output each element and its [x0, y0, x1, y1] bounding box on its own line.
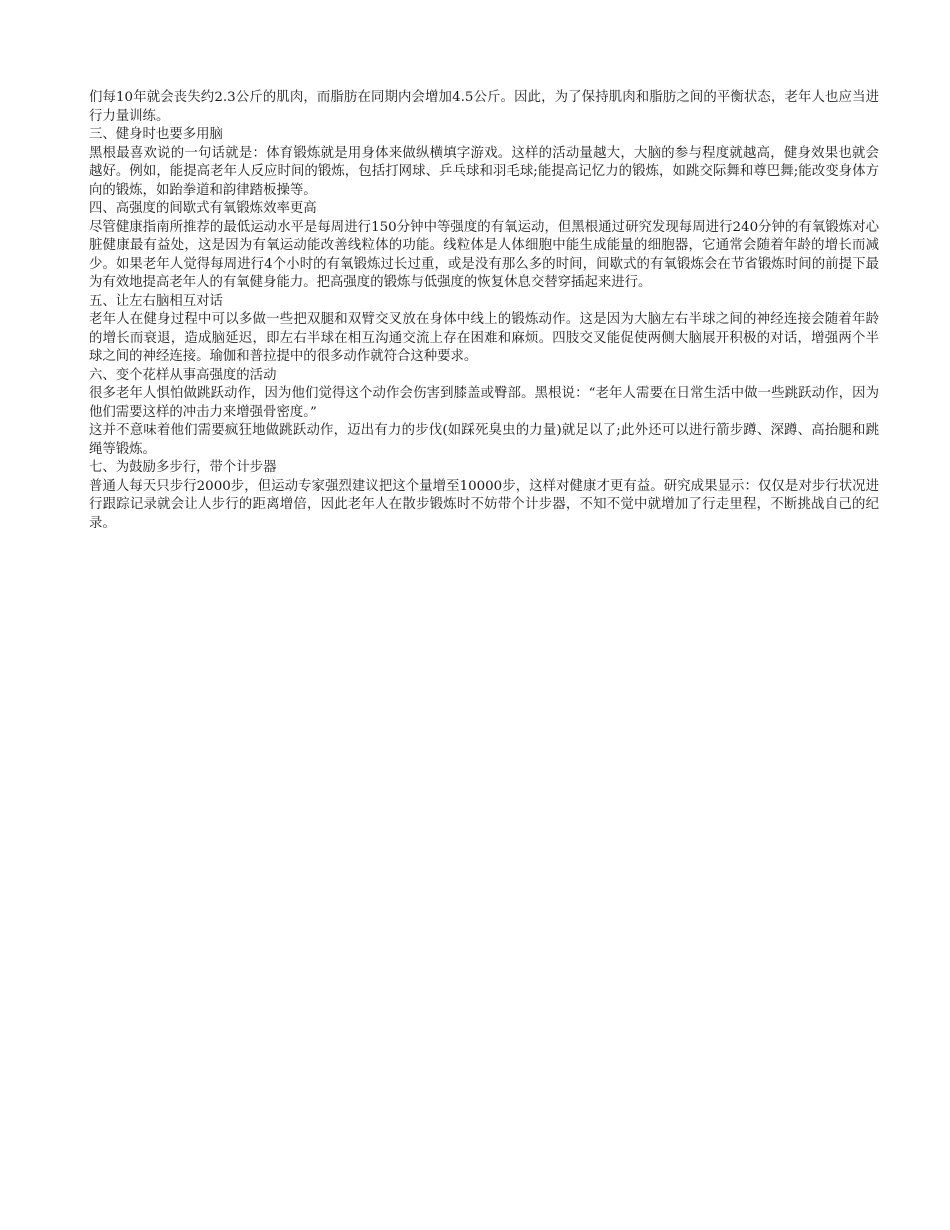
paragraph-pedometer: 普通人每天只步行2000步，但运动专家强烈建议把这个量增至10000步，这样对健康才更有益。研究成果显示：仅仅是对步行状况进行跟踪记录就会让人步行的距离增倍，因此老年人在散步锻炼时不妨带个计步器，不知不觉中就增加了行走里程，不断挑战自己的纪录。 — [89, 478, 879, 531]
paragraph-jumping-alternatives: 这并不意味着他们需要疯狂地做跳跃动作，迈出有力的步伐(如踩死臭虫的力量)就足以了;此外还可以进行箭步蹲、深蹲、高抬腿和跳绳等锻炼。 — [89, 423, 879, 457]
paragraph-interval-aerobic: 尽管健康指南所推荐的最低运动水平是每周进行150分钟中等强度的有氧运动，但黑根通过研究发现每周进行240分钟的有氧锻炼对心脏健康最有益处，这是因为有氧运动能改善线粒体的功能。线粒体是人体细胞中能生成能量的细胞器，它通常会随着年龄的增长而减少。如果老年人觉得每周进行4个小时的有氧锻炼过长过重，或是没有那么多的时间，间歇式的有氧锻炼会在节省锻炼时间的前提下最为有效地提高老年人的有氧健身能力。把高强度的锻炼与低强度的恢复休息交替穿插起来进行。 — [89, 219, 879, 290]
section-heading-brain: 三、健身时也要多用脑 — [89, 127, 223, 142]
section-heading-interval: 四、高强度的间歇式有氧锻炼效率更高 — [89, 201, 317, 216]
section-heading-high-intensity: 六、变个花样从事高强度的活动 — [89, 367, 277, 383]
document-page — [89, 89, 879, 533]
paragraph-jumping: 很多老年人惧怕做跳跃动作，因为他们觉得这个动作会伤害到膝盖或臀部。黑根说：“老年人需要在日常生活中做一些跳跃动作，因为他们需要这样的冲击力来增强骨密度。” — [89, 386, 879, 420]
section-heading-left-right-brain: 五、让左右脑相互对话 — [89, 293, 223, 309]
paragraph-cross-body: 老年人在健身过程中可以多做一些把双腿和双臂交叉放在身体中线上的锻炼动作。这是因为大脑左右半球之间的神经连接会随着年龄的增长而衰退，造成脑延迟，即左右半球在相互沟通交流上存在困难和麻烦。四肢交叉能促使两侧大脑展开积极的对话，增强两个半球之间的神经连接。瑜伽和普拉提中的很多动作就符合这种要求。 — [89, 312, 879, 364]
section-heading-pedometer: 七、为鼓励多步行，带个计步器 — [89, 460, 277, 475]
paragraph-brain-exercise: 黑根最喜欢说的一句话就是：体育锻炼就是用身体来做纵横填字游戏。这样的活动量越大，大脑的参与程度就越高，健身效果也就会越好。例如，能提高老年人反应时间的锻炼，包括打网球、乒乓球和羽毛球;能提高记忆力的锻炼，如跳交际舞和尊巴舞;能改变身体方向的锻炼，如跆拳道和韵律踏板操等。 — [89, 145, 879, 198]
paragraph-strength-training: 们每10年就会丧失约2.3公斤的肌肉，而脂肪在同期内会增加4.5公斤。因此，为了保持肌肉和脂肪之间的平衡状态，老年人也应当进行力量训练。 — [89, 90, 879, 124]
